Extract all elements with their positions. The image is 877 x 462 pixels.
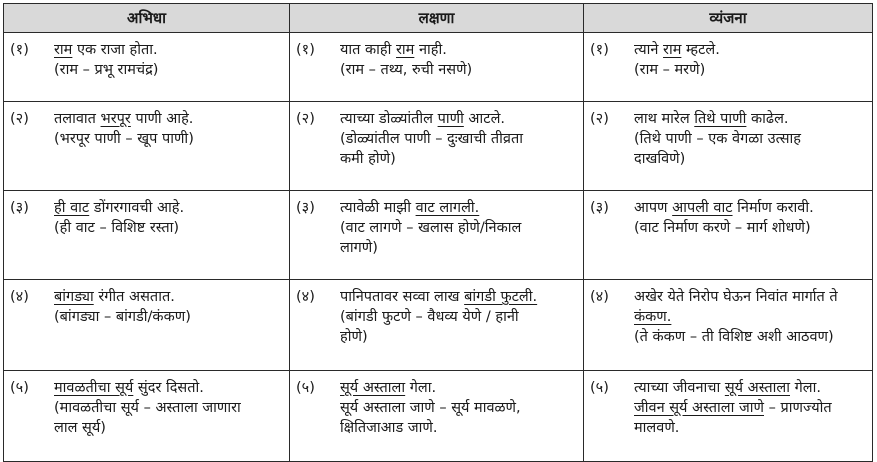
text-line <box>634 60 866 80</box>
cell-abhidha <box>4 280 290 371</box>
underlined-phrase: बांगडी फुटली. <box>464 289 538 305</box>
text-segment: सूर्य अस्ताला जाणे – सूर्य मावळणे, <box>340 400 521 416</box>
underlined-phrase: पाणी <box>437 111 464 127</box>
underlined-phrase: राम <box>663 42 682 58</box>
underlined-phrase: बांगड्या <box>54 289 94 305</box>
entry-number: (२) <box>296 111 315 127</box>
text-line <box>634 398 866 418</box>
cell-vyanjana <box>584 280 873 371</box>
cell-lakshana <box>290 102 584 191</box>
entry-text <box>340 109 577 169</box>
text-line <box>54 129 283 149</box>
text-segment: आपण <box>634 200 673 216</box>
underlined-phrase: भरपूर <box>100 111 131 127</box>
text-segment: लागणे) <box>340 240 378 256</box>
underlined-phrase: आपली वाट <box>672 200 733 216</box>
text-line <box>634 129 866 149</box>
text-segment: एक राजा होता. <box>72 42 158 58</box>
cell-lakshana <box>290 191 584 280</box>
cell-vyanjana <box>584 191 873 280</box>
underlined-phrase: सूर्य अस्ताला <box>724 380 790 396</box>
entry-text <box>634 378 866 438</box>
text-segment: (तिथे पाणी – एक वेगळा उत्साह <box>634 131 801 147</box>
text-line <box>340 149 577 169</box>
underlined-phrase: राम <box>396 42 415 58</box>
entry-number: (५) <box>590 380 609 396</box>
header-vyanjana: व्यंजना <box>584 4 873 33</box>
text-segment: निर्माण करावी. <box>732 200 814 216</box>
text-line <box>340 60 577 80</box>
cell-abhidha <box>4 371 290 462</box>
text-segment: अखेर येते निरोप घेऊन निवांत मार्गात ते <box>634 289 838 305</box>
table-row <box>4 102 873 191</box>
cell-vyanjana <box>584 371 873 462</box>
text-segment: लाल सूर्य) <box>54 420 106 436</box>
underlined-phrase: जीवन सूर्य अस्ताला जाणे <box>634 400 764 416</box>
text-line <box>54 198 283 218</box>
table-row <box>4 280 873 371</box>
text-segment: (बांगड्या – बांगडी/कंकण) <box>54 309 191 325</box>
text-line <box>54 307 283 327</box>
entry-number: (४) <box>296 289 315 305</box>
table-row <box>4 371 873 462</box>
text-line <box>54 40 283 60</box>
text-line <box>340 40 577 60</box>
entry <box>10 378 283 438</box>
text-line <box>634 40 866 60</box>
text-line <box>634 418 866 438</box>
text-segment: त्याने <box>634 42 664 58</box>
cell-vyanjana <box>584 102 873 191</box>
text-line <box>340 218 577 238</box>
entry-number: (१) <box>590 42 609 58</box>
entry-text <box>340 198 577 258</box>
cell-vyanjana <box>584 33 873 102</box>
header-lakshana: लक्षणा <box>290 4 584 33</box>
text-segment: (वाट लागणे – खलास होणे/निकाल <box>340 220 522 236</box>
text-line <box>634 109 866 129</box>
cell-abhidha <box>4 33 290 102</box>
text-segment: गेला. <box>405 380 437 396</box>
cell-lakshana <box>290 33 584 102</box>
text-segment: (ते कंकण – ती विशिष्ट अशी आठवण) <box>634 329 834 345</box>
entry <box>10 40 283 80</box>
text-segment: यात काही <box>340 42 396 58</box>
text-line <box>340 378 577 398</box>
entry <box>10 198 283 238</box>
text-segment: – प्राणज्योत <box>764 400 832 416</box>
text-segment: (मावळतीचा सूर्य – अस्ताला जाणारा <box>54 400 241 416</box>
underlined-phrase: ही वाट <box>54 200 90 216</box>
text-segment: त्याच्या जीवनाचा <box>634 380 725 396</box>
entry <box>590 198 866 238</box>
entry-number: (१) <box>10 42 29 58</box>
text-segment: नाही. <box>414 42 447 58</box>
text-segment: डोंगरगावची आहे. <box>89 200 185 216</box>
text-line <box>340 398 577 418</box>
underlined-phrase: मावळतीचा सूर्य <box>54 380 134 396</box>
text-segment: (डोळ्यांतील पाणी – दुःखाची तीव्रता <box>340 131 523 147</box>
entry-text <box>634 40 866 80</box>
entry-number: (१) <box>296 42 315 58</box>
entry-text <box>634 198 866 238</box>
text-segment: दाखविणे) <box>634 151 686 167</box>
entry-number: (२) <box>590 111 609 127</box>
text-segment: (वाट निर्माण करणे – मार्ग शोधणे) <box>634 220 811 236</box>
entry-number: (३) <box>10 200 29 216</box>
text-line <box>634 218 866 238</box>
underlined-phrase: कंकण. <box>634 309 672 325</box>
cell-abhidha <box>4 102 290 191</box>
text-line <box>634 307 866 327</box>
entry-text <box>54 40 283 80</box>
cell-lakshana <box>290 280 584 371</box>
underlined-phrase: सूर्य अस्ताला <box>340 380 406 396</box>
text-line <box>54 218 283 238</box>
text-segment: गेला. <box>790 380 821 396</box>
entry <box>10 287 283 327</box>
text-line <box>340 238 577 258</box>
text-segment: रंगीत असतात. <box>93 289 175 305</box>
text-line <box>54 60 283 80</box>
entry <box>590 287 866 347</box>
entry-text <box>54 198 283 238</box>
entry-number: (५) <box>10 380 29 396</box>
underlined-phrase: तिथे पाणी <box>694 111 747 127</box>
entry <box>296 198 577 258</box>
text-line <box>340 109 577 129</box>
entry-text <box>54 287 283 327</box>
text-line <box>634 287 866 307</box>
text-line <box>54 287 283 307</box>
entry <box>590 109 866 169</box>
text-segment: त्याच्या डोळ्यांतील <box>340 111 438 127</box>
text-segment: (ही वाट – विशिष्ट रस्ता) <box>54 220 180 236</box>
text-segment: होणे) <box>340 329 368 345</box>
text-line <box>54 378 283 398</box>
text-segment: आटले. <box>463 111 506 127</box>
entry <box>296 109 577 169</box>
text-line <box>634 327 866 347</box>
entry-text <box>340 287 577 347</box>
text-segment: पाणी आहे. <box>130 111 194 127</box>
text-segment: मालवणे. <box>634 420 680 436</box>
entry-text <box>340 378 577 438</box>
text-segment: (राम – मरणे) <box>634 62 706 78</box>
header-abhidha: अभिधा <box>4 4 290 33</box>
text-segment: लाथ मारेल <box>634 111 695 127</box>
text-line <box>54 398 283 418</box>
text-segment: कमी होणे) <box>340 151 396 167</box>
entry <box>296 40 577 80</box>
text-segment: सुंदर दिसतो. <box>133 380 204 396</box>
text-segment: (राम – तथ्य, रुची नसणे) <box>340 62 473 78</box>
header-row <box>4 4 873 33</box>
entry-text <box>54 378 283 438</box>
text-segment: म्हटले. <box>681 42 720 58</box>
text-segment: काढेल. <box>746 111 789 127</box>
entry-text <box>634 109 866 169</box>
entry-text <box>340 40 577 80</box>
entry <box>10 109 283 149</box>
cell-lakshana <box>290 371 584 462</box>
text-line <box>340 198 577 218</box>
entry-number: (३) <box>590 200 609 216</box>
entry-number: (४) <box>590 289 609 305</box>
entry-number: (३) <box>296 200 315 216</box>
entry-text <box>54 109 283 149</box>
text-segment: त्यावेळी माझी <box>340 200 416 216</box>
entry-number: (२) <box>10 111 29 127</box>
entry <box>296 378 577 438</box>
entry-text <box>634 287 866 347</box>
entry <box>590 40 866 80</box>
text-segment: (बांगडी फुटणे – वैधव्य येणे / हानी <box>340 309 519 325</box>
text-segment: (राम – प्रभू रामचंद्र) <box>54 62 159 78</box>
text-segment: (भरपूर पाणी – खूप पाणी) <box>54 131 194 147</box>
table-row <box>4 33 873 102</box>
text-line <box>54 109 283 129</box>
entry-number: (५) <box>296 380 315 396</box>
entry-number: (४) <box>10 289 29 305</box>
text-line <box>340 307 577 327</box>
table-row <box>4 191 873 280</box>
text-segment: क्षितिजाआड जाणे. <box>340 420 438 436</box>
text-segment: तलावात <box>54 111 101 127</box>
text-line <box>340 129 577 149</box>
text-line <box>634 378 866 398</box>
text-line <box>340 418 577 438</box>
underlined-phrase: वाट लागली. <box>415 200 480 216</box>
entry <box>590 378 866 438</box>
text-line <box>340 287 577 307</box>
text-line <box>54 418 283 438</box>
text-line <box>634 198 866 218</box>
underlined-phrase: राम <box>54 42 73 58</box>
text-line <box>340 327 577 347</box>
comparison-table <box>3 3 873 462</box>
entry <box>296 287 577 347</box>
cell-abhidha <box>4 191 290 280</box>
text-segment: पानिपतावर सव्वा लाख <box>340 289 465 305</box>
text-line <box>634 149 866 169</box>
